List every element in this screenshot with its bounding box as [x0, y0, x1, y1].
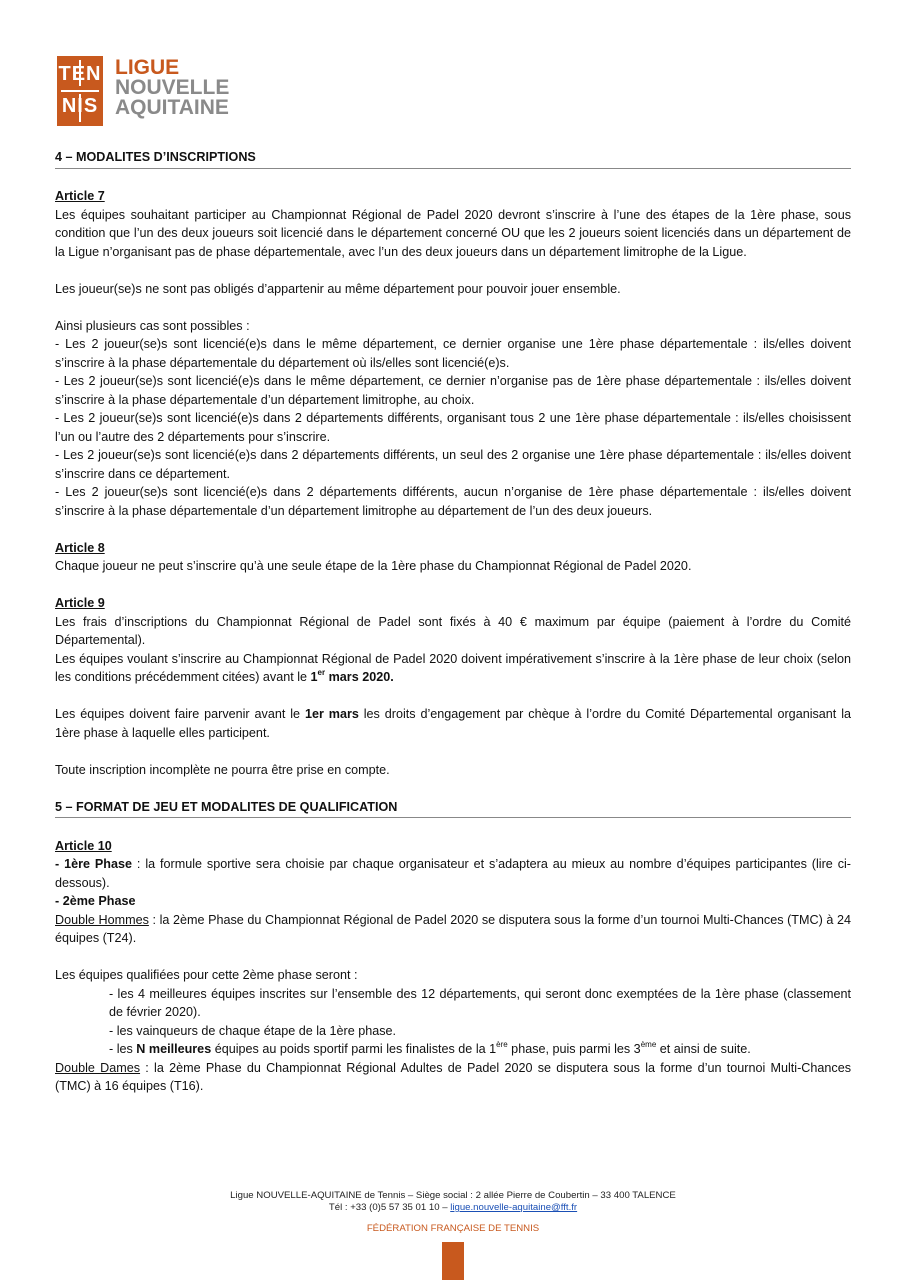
article-7-paragraph-2: Les joueur(se)s ne sont pas obligés d’appartenir au même département pour pouvoir jouer ensemble.: [55, 281, 621, 296]
article-10-phase-2-label: - 2ème Phase: [55, 894, 136, 908]
article-8-paragraph-1: Chaque joueur ne peut s’inscrire qu’à une seule étape de la 1ère phase du Championnat Régional de Padel 2020.: [55, 559, 692, 573]
logo-line-3: AQUITAINE: [115, 96, 229, 119]
logo-line-2: NOUVELLE: [115, 76, 230, 99]
section-5-title: 5 – FORMAT DE JEU ET MODALITES DE QUALIFICATION: [55, 798, 851, 819]
article-10-title: Article 10: [55, 838, 112, 853]
footer-email-link[interactable]: ligue.nouvelle-aquitaine@fft.fr: [450, 1202, 578, 1213]
article-7-case-1: - Les 2 joueur(se)s sont licencié(e)s dans le même département, ce dernier organise une 1ère phase départementale : ils/elles doivent s’inscrire à la phase départementale du département où ils/elles sont licencié(e)s.: [55, 337, 851, 370]
article-10-qualification-1: - les 4 meilleures équipes inscrites sur l’ensemble des 12 départements, qui seront donc exemptées de la 1ère phase (classement de février 2020).: [109, 986, 851, 1019]
article-10-qualification-2: - les vainqueurs de chaque étape de la 1ère phase.: [109, 1023, 397, 1038]
article-7-case-3: - Les 2 joueur(se)s sont licencié(e)s dans 2 départements différents, organisant tous 2 une 1ère phase départementale : ils/elles choisissent l’un ou l’autre des 2 départements pour s’inscrire.: [55, 411, 851, 444]
page-footer: [0, 1190, 906, 1235]
document-body: [55, 148, 851, 1096]
article-7-case-5: - Les 2 joueur(se)s sont licencié(e)s dans 2 départements différents, aucun n’organise de 1ère phase départementale : ils/elles doivent s’inscrire à la phase départementale d’un département limitrophe au département de l’un des deux joueurs.: [55, 485, 851, 518]
article-7-paragraph-3: Ainsi plusieurs cas sont possibles :: [55, 318, 250, 333]
footer-federation: FÉDÉRATION FRANÇAISE DE TENNIS: [366, 1223, 540, 1234]
article-10-double-dames: Double Dames : la 2ème Phase du Championnat Régional Adultes de Padel 2020 se disputera sous la forme d’un tournoi Multi-Chances (TMC) à 16 équipes (T16).: [55, 1060, 851, 1093]
article-9-title: Article 9: [55, 596, 105, 610]
logo-box-row-1: TEN: [58, 63, 102, 85]
article-8-title: Article 8: [55, 540, 105, 555]
logo-line-1: LIGUE: [115, 56, 180, 79]
article-7-case-4: - Les 2 joueur(se)s sont licencié(e)s dans 2 départements différents, un seul des 2 organise une 1ère phase départementale : ils/elles doivent s’inscrire dans ce département.: [55, 448, 851, 481]
section-4-title: 4 – MODALITES D’INSCRIPTIONS: [55, 148, 851, 169]
article-7-case-2: - Les 2 joueur(se)s sont licencié(e)s dans le même département, ce dernier n’organise pas de 1ère phase départementale : ils/elles doivent s’inscrire à la phase départementale d’un département limitrophe, au choix.: [55, 374, 851, 407]
logo-box-row-2: NIS: [61, 95, 99, 117]
footer-accent-bar: [442, 1242, 464, 1280]
article-9-paragraph-4: Toute inscription incomplète ne pourra être prise en compte.: [55, 762, 390, 777]
article-10-phase-1: - 1ère Phase : la formule sportive sera choisie par chaque organisateur et s’adaptera au mieux au nombre d’équipes participantes (lire ci-dessous).: [55, 857, 851, 890]
article-7-title: Article 7: [55, 189, 105, 203]
logo-wordmark: [115, 58, 229, 118]
article-9-paragraph-3: Les équipes doivent faire parvenir avant le 1er mars les droits d’engagement par chèque à l’ordre du Comité Départemental organisant la 1ère phase à laquelle elles participent.: [55, 707, 851, 740]
article-10-double-hommes: Double Hommes : la 2ème Phase du Championnat Régional de Padel 2020 se disputera sous la forme d’un tournoi Multi-Chances (TMC) à 24 équipes (T24).: [55, 912, 851, 945]
article-10-qualification-intro: Les équipes qualifiées pour cette 2ème phase seront :: [55, 968, 358, 982]
footer-contact: Tél : +33 (0)5 57 35 01 10 – ligue.nouvelle-aquitaine@fft.fr: [328, 1202, 578, 1213]
footer-address: Ligue NOUVELLE-AQUITAINE de Tennis – Siège social : 2 allée Pierre de Coubertin – 33 400 TALENCE: [230, 1190, 676, 1201]
article-9-paragraph-1: Les frais d’inscriptions du Championnat Régional de Padel sont fixés à 40 € maximum par équipe (paiement à l’ordre du Comité Départemental).: [55, 614, 851, 647]
tennis-logo-box: [57, 56, 103, 126]
article-7-paragraph-1: Les équipes souhaitant participer au Championnat Régional de Padel 2020 devront s’inscrire à l’une des étapes de la 1ère phase, sous condition que l’un des deux joueurs soit licencié dans le département concerné OU que les 2 joueurs soient licenciés dans un département de la Ligue n’organisant pas de phase départementale, avec l’un des deux joueurs dans un département limitrophe de la Ligue.: [55, 207, 851, 259]
article-9-paragraph-2: Les équipes voulant s’inscrire au Championnat Régional de Padel 2020 doivent impérativement s’inscrire à la 1ère phase de leur choix (selon les conditions précédemment citées) avant le 1er mars 2020.: [55, 651, 851, 684]
article-10-qualification-3: - les N meilleures équipes au poids sportif parmi les finalistes de la 1ère phase, puis parmi les 3ème et ainsi de suite.: [109, 1040, 751, 1056]
